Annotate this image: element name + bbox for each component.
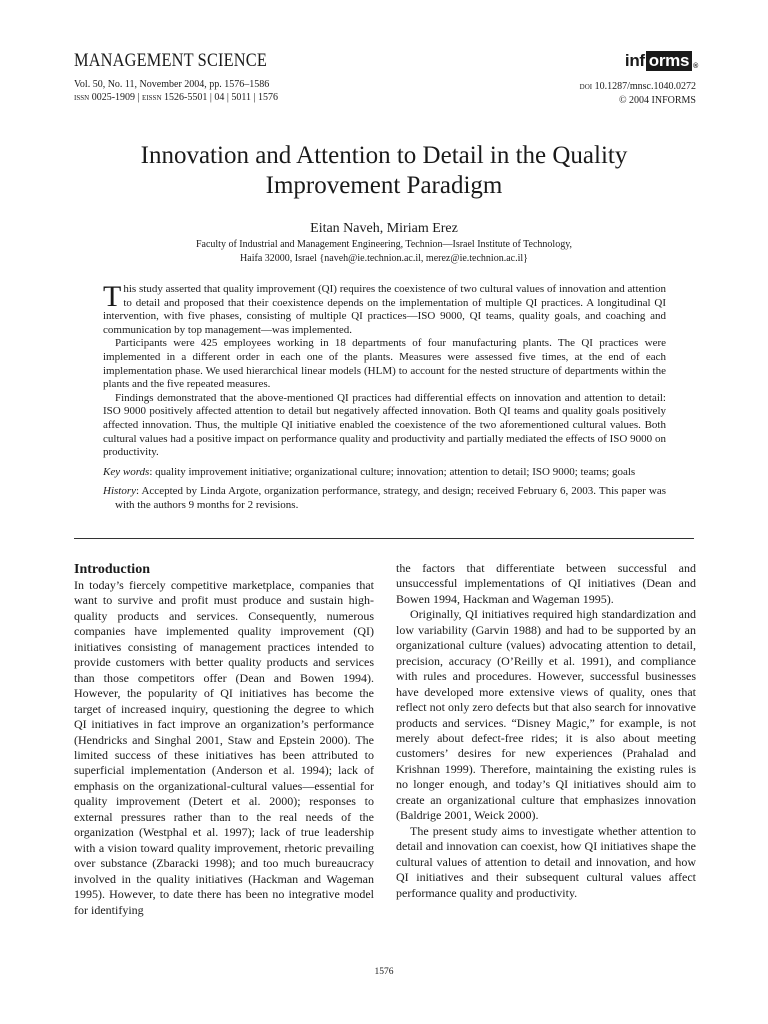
- page-number: 1576: [374, 967, 394, 977]
- body-paragraph: Originally, QI initiatives required high standardization and low variability (Garvin 1988) and had to be supported by an organizational culture (values) advocating attention to detail, precision, accuracy (O’Reilly et al. 1991), and compliance with rules and procedures. However, successful businesses have developed more extensive views of quality, ones that reflect not only zero defects but that also search for innovative products and services. “Disney Magic,” for example, is not merely about defect-free rides; it is also about meeting customers’ desires for new experiences (Prahalad and Krishnan 1999). Therefore, maintaining the existing rules is no longer enough, and today’s QI initiatives should aim to create an organizational culture that emphasizes innovation (Baldrige 2001, Weick 2000).: [396, 607, 696, 823]
- doi-value: 10.1287/mnsc.1040.0272: [594, 81, 696, 92]
- body-paragraph: In today’s fiercely competitive marketplace, companies that want to survive and profit must produce and sustain high-quality products and services. Consequently, numerous companies have implemented quality improvement (QI) initiatives consisting of management practices intended to provide customers with better quality products and services than those competitors offer (Dean and Bowen 1994). However, the popularity of QI initiatives has become the target of increased inquiry, questioning the degree to which QI initiatives in fact improve an organization’s performance (Hendricks and Singhal 2001, Staw and Epstein 2000). The limited success of these initiatives has been attributed to superficial implementation (Anderson et al. 1994); lack of emphasis on the organizational-cultural values—essential for quality improvement (Detert et al. 2000); responses to external pressures rather than to the real needs of the organization (Westphal et al. 1997); lack of true leadership with a vision toward quality improvement, rhetoric prevailing over substance (Zbaracki 1998); and too much bureaucracy involved in the quality initiatives (Hackman and Wageman 1995). However, to date there has been no integrative model for identifying: [74, 578, 374, 917]
- doi-line: [580, 80, 696, 94]
- logo-box: orms: [646, 51, 692, 71]
- authors: Eitan Naveh, Miriam Erez: [310, 221, 458, 236]
- affiliation: [74, 238, 694, 266]
- body-paragraph: the factors that differentiate between successful and unsuccessful implementations of QI initiatives (Dean and Bowen 1994, Hackman and Wageman 1995).: [396, 561, 696, 606]
- history-text: Accepted by Linda Argote, organization performance, strategy, and design; received February 6, 2003. This paper was with the authors 9 months for 2 revisions.: [115, 485, 666, 511]
- keywords-label: Key words: [103, 465, 150, 478]
- paper-title: Innovation and Attention to Detail in the Quality Improvement Paradigm: [140, 142, 628, 199]
- drop-cap: T: [103, 280, 122, 313]
- keywords-text: quality improvement initiative; organizational culture; innovation; attention to detail; ISO 9000; teams; goals: [155, 465, 636, 478]
- issn-label: issn: [74, 92, 90, 103]
- informs-logo: [625, 50, 698, 72]
- logo-prefix: inf: [624, 51, 645, 70]
- copyright-line: © 2004 INFORMS: [618, 95, 696, 106]
- volume-line: Vol. 50, No. 11, November 2004, pp. 1576–1586: [74, 79, 270, 90]
- body-column-right: [396, 561, 696, 901]
- doi-label: doi: [579, 81, 593, 92]
- logo-registered-mark: ®: [693, 63, 698, 70]
- body-column-left: [74, 561, 374, 918]
- affiliation-line-1: Faculty of Industrial and Management Engineering, Technion—Israel Institute of Technology,: [195, 239, 573, 250]
- abstract-paragraph-1: [103, 280, 666, 337]
- issn-line: issn 0025-1909 | eissn 1526-5501 | 04 | 5011 | 1576: [74, 92, 278, 103]
- eissn-value: 1526-5501 | 04 | 5011 | 1576: [164, 92, 278, 103]
- journal-name: MANAGEMENT SCIENCE: [74, 50, 267, 71]
- affiliation-line-2: Haifa 32000, Israel {naveh@ie.technion.ac.il, merez@ie.technion.ac.il}: [240, 253, 528, 264]
- section-heading-introduction: Introduction: [74, 562, 150, 577]
- eissn-label: eissn: [142, 92, 162, 103]
- doi-block: [580, 80, 696, 108]
- volume-info: [74, 78, 278, 104]
- issn-value: 0025-1909: [91, 92, 136, 103]
- abstract: [103, 280, 666, 513]
- abstract-paragraph-2: Participants were 425 employees working in 18 departments of four manufacturing plants. The QI practices were implemented in a different order in each one of the plants. Measures were assessed five times, at the end of each implementation phase. We used hierarchical linear models (HLM) to account for the nested structure of departments within the plants and the five repeated measures.: [103, 337, 666, 391]
- keywords: Key words: quality improvement initiative; organizational culture; innovation; attention to detail; ISO 9000; teams; goals: [103, 465, 636, 478]
- body-paragraph: The present study aims to investigate whether attention to detail and innovation can coexist, how QI initiatives shape the cultural values of attention to detail and innovation, and how QI initiatives and their subsequent cultural values affect performance quality and productivity.: [396, 823, 696, 900]
- history: History: Accepted by Linda Argote, organization performance, strategy, and design; received February 6, 2003. This paper was with the authors 9 months for 2 revisions.: [103, 485, 666, 511]
- history-label: History: [103, 485, 136, 498]
- section-divider: [74, 538, 694, 539]
- abstract-paragraph-3: Findings demonstrated that the above-mentioned QI practices had differential effects on innovation and attention to detail: ISO 9000 positively affected attention to detail but negatively affected innovation. Both QI teams and quality goals positively affected innovation. Thus, the multiple QI initiative enabled the coexistence of the two aforementioned cultural values. Both cultural values had a positive impact on performance quality and productivity and partially mediated the effects of ISO 9000 on productivity.: [103, 391, 666, 459]
- abstract-text-1: his study asserted that quality improvement (QI) requires the coexistence of two cultural values of innovation and attention to detail and proposed that their coexistence depends on the implementation of multiple QI practices. A longitudinal QI intervention, with five phases, consisting of multiple QI practices—ISO 9000, QI teams, quality goals, and coaching and communication by top management—was implemented.: [103, 283, 666, 336]
